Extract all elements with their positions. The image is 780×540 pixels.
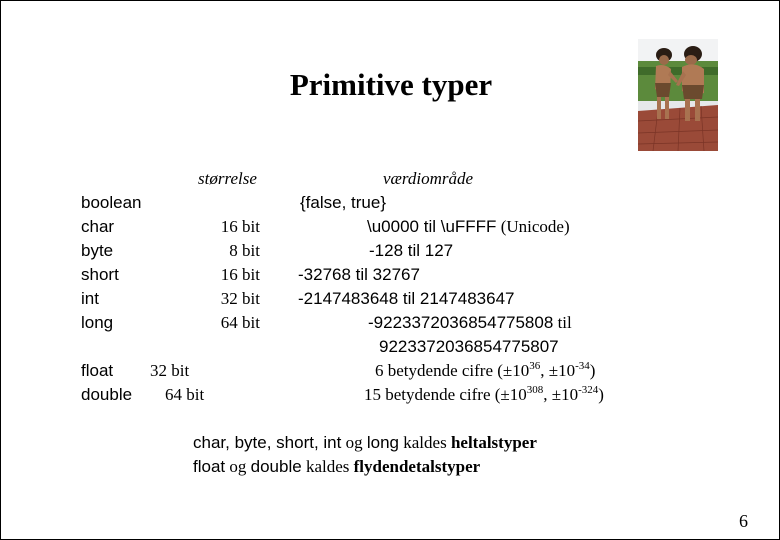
range-char — [367, 217, 570, 237]
size-long: 64 bit — [220, 313, 260, 332]
range-boolean: {false, true} — [300, 193, 387, 212]
range-double-mid: , ±10 — [543, 385, 579, 404]
type-name-int: int — [81, 289, 99, 308]
note-float-list: float — [193, 457, 226, 476]
range-byte: -128 til 127 — [369, 241, 454, 260]
cavemen-photo — [638, 39, 718, 151]
range-double-suffix: ) — [598, 385, 604, 404]
note-float-kaldes: kaldes — [301, 457, 354, 476]
type-name-short: short — [81, 265, 119, 284]
note-integer-kaldes: kaldes — [399, 433, 451, 452]
range-short: -32768 til 32767 — [298, 265, 420, 284]
type-name-float: float — [81, 361, 114, 380]
type-name-double: double — [81, 385, 133, 404]
note-integer-list: char, byte, short, int — [193, 433, 342, 452]
size-column-header: størrelse — [198, 169, 257, 188]
range-float-exp-max: 36 — [529, 360, 541, 372]
range-double-prefix: 15 betydende cifre (±10 — [364, 385, 527, 404]
range-long-line2: 9223372036854775807 — [379, 337, 559, 356]
note-float-types — [193, 457, 480, 477]
range-double-exp-min: -324 — [578, 384, 599, 396]
note-float-double: double — [250, 457, 302, 476]
range-long-min: -9223372036854775808 — [368, 313, 554, 332]
size-char: 16 bit — [220, 217, 260, 236]
size-byte: 8 bit — [229, 241, 260, 260]
range-char-values: \u0000 til \uFFFF — [367, 217, 497, 236]
range-float — [375, 361, 595, 381]
range-double — [364, 385, 604, 405]
size-float: 32 bit — [150, 361, 190, 380]
slide-title: Primitive typer — [289, 67, 493, 102]
note-float-og: og — [225, 457, 251, 476]
size-int: 32 bit — [220, 289, 260, 308]
page-number: 6 — [739, 511, 748, 531]
note-integer-types — [193, 433, 537, 453]
range-float-prefix: 6 betydende cifre (±10 — [375, 361, 530, 380]
type-name-long: long — [81, 313, 114, 332]
note-integer-long: long — [366, 433, 399, 452]
range-long-line1 — [368, 313, 572, 333]
range-float-mid: , ±10 — [540, 361, 576, 380]
type-name-byte: byte — [81, 241, 114, 260]
size-double: 64 bit — [165, 385, 205, 404]
type-name-char: char — [81, 217, 115, 236]
size-short: 16 bit — [220, 265, 260, 284]
type-name-boolean: boolean — [81, 193, 142, 212]
range-double-exp-max: 308 — [526, 384, 544, 396]
range-int: -2147483648 til 2147483647 — [298, 289, 515, 308]
range-float-exp-min: -34 — [575, 360, 590, 372]
note-float-term: flydendetalstyper — [353, 457, 481, 476]
range-float-suffix: ) — [589, 361, 596, 380]
note-integer-og: og — [341, 433, 367, 452]
note-integer-term: heltalstyper — [450, 433, 537, 452]
range-char-unicode: (Unicode) — [496, 217, 570, 236]
range-column-header: værdiområde — [383, 169, 474, 188]
range-long-til: til — [553, 313, 572, 332]
